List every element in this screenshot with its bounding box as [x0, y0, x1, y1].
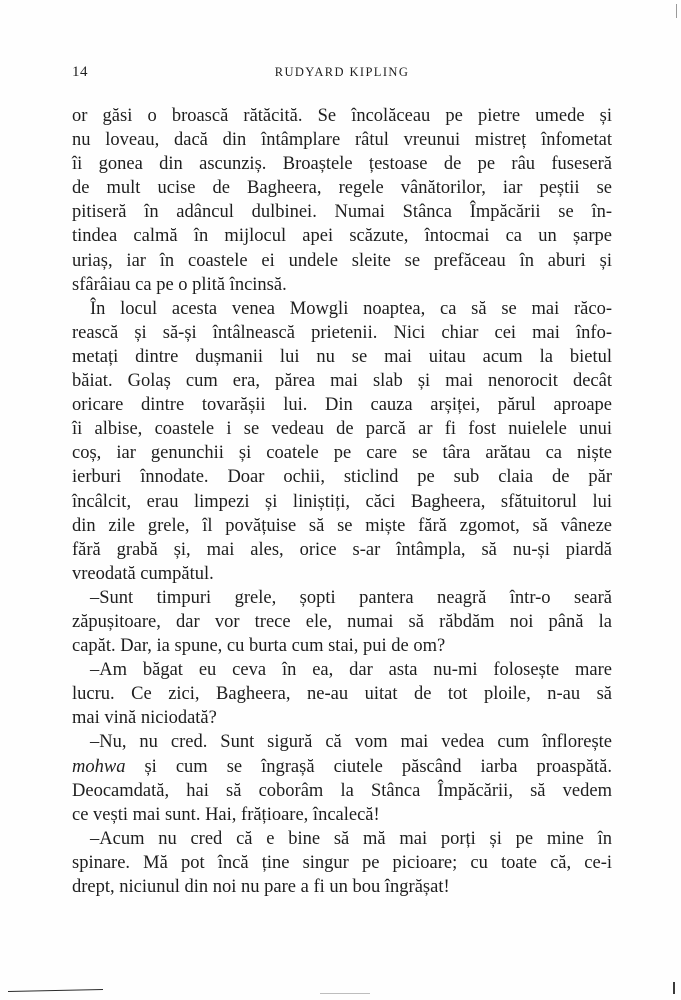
running-head: RUDYARD KIPLING: [274, 65, 410, 79]
page-header: [72, 64, 612, 84]
text-line: coș, iar genunchii și coatele pe care se târa arătau ca niște: [72, 443, 612, 464]
text-line: încâlcit, erau limpezi și liniștiți, căci Bagheera, sfătuitorul lui: [72, 491, 612, 512]
scan-artifact: [8, 989, 103, 992]
text-line: spinare. Mă pot încă ține singur pe picioare; cu toate că, ce-i: [72, 852, 612, 873]
text-line: băiat. Golaș cum era, părea mai slab și mai nenorocit decât: [72, 371, 612, 392]
text-line: În locul acesta venea Mowgli noaptea, ca să se mai răco-: [90, 298, 612, 319]
text-line: [72, 755, 612, 779]
text-line: din zile grele, îl povățuise să se miște fără zgomot, să vâneze: [72, 515, 612, 536]
text-line: de mult ucise de Bagheera, regele vânătorilor, iar peștii se: [72, 178, 612, 199]
text-line: sfârâiau ca pe o plită încinsă.: [72, 274, 287, 295]
text-line: pitiseră în adâncul dulbinei. Numai Stânca Împăcării se în-: [72, 202, 612, 223]
body-text: [72, 104, 612, 899]
text-line: ierburi înnodate. Doar ochii, sticlind pe sub claia de păr: [72, 467, 612, 488]
text-line: ce vești mai sunt. Hai, frățioare, încalecă!: [72, 804, 380, 825]
text-line: zăpușitoare, dar vor trece ele, numai să răbdăm noi până la: [72, 611, 612, 632]
italic-word: mohwa: [72, 756, 126, 777]
dialogue-line: –Nu, nu cred. Sunt sigură că vom mai vedea cum înflorește: [90, 732, 612, 753]
scan-artifact: [676, 4, 677, 18]
text-line: drept, niciunul din noi nu pare a fi un bou îngrășat!: [72, 877, 450, 897]
dialogue-line: –Acum nu cred că e bine să mă mai porți și pe mine în: [90, 828, 612, 849]
text-line: uriaș, iar în coastele ei undele sleite se prefăceau în aburi și: [72, 250, 612, 271]
text-line: nu loveau, dacă din întâmplare râtul vreunui mistreț înfometat: [72, 130, 612, 151]
text-line: Deocamdată, hai să coborâm la Stânca Împăcării, să vedem: [72, 780, 612, 801]
text-line: capăt. Dar, ia spune, cu burta cum stai, pui de om?: [72, 636, 446, 657]
page-number: 14: [72, 64, 88, 80]
text-fragment: și cum se îngrașă ciutele păscând iarba proaspătă.: [125, 756, 612, 777]
text-line: fără grabă și, mai ales, orice s-ar întâmpla, să nu-și piardă: [72, 539, 612, 560]
text-line: îi gonea din ascunziș. Broaștele țestoase de pe râu fuseseră: [72, 154, 612, 175]
dialogue-line: –Sunt timpuri grele, șopti pantera neagră într-o seară: [90, 587, 612, 608]
text-line: îi albise, coastele i se vedeau de parcă ar fi fost nuielele unui: [72, 419, 612, 440]
text-line: mai vină niciodată?: [72, 708, 217, 729]
text-line: rească și să-și întâlnească prietenii. Nici chiar cei mai înfo-: [72, 322, 612, 343]
text-line: or găsi o broască rătăcită. Se încolăceau pe pietre umede și: [72, 106, 612, 126]
text-line: tindea calmă în mijlocul apei scăzute, întocmai ca un șarpe: [72, 226, 612, 247]
text-line: oricare dintre tovarășii lui. Din cauza arșiței, părul aproape: [72, 395, 612, 416]
text-line: vreodată cumpătul.: [72, 563, 214, 584]
dialogue-line: –Am băgat eu ceva în ea, dar asta nu-mi folosește mare: [90, 660, 612, 681]
scan-artifact: [320, 993, 370, 994]
text-line: metați dintre dușmanii lui nu se mai uitau acum la bietul: [72, 346, 612, 367]
text-line: lucru. Ce zici, Bagheera, ne-au uitat de tot ploile, n-au să: [72, 684, 612, 705]
scan-artifact: [673, 982, 675, 994]
